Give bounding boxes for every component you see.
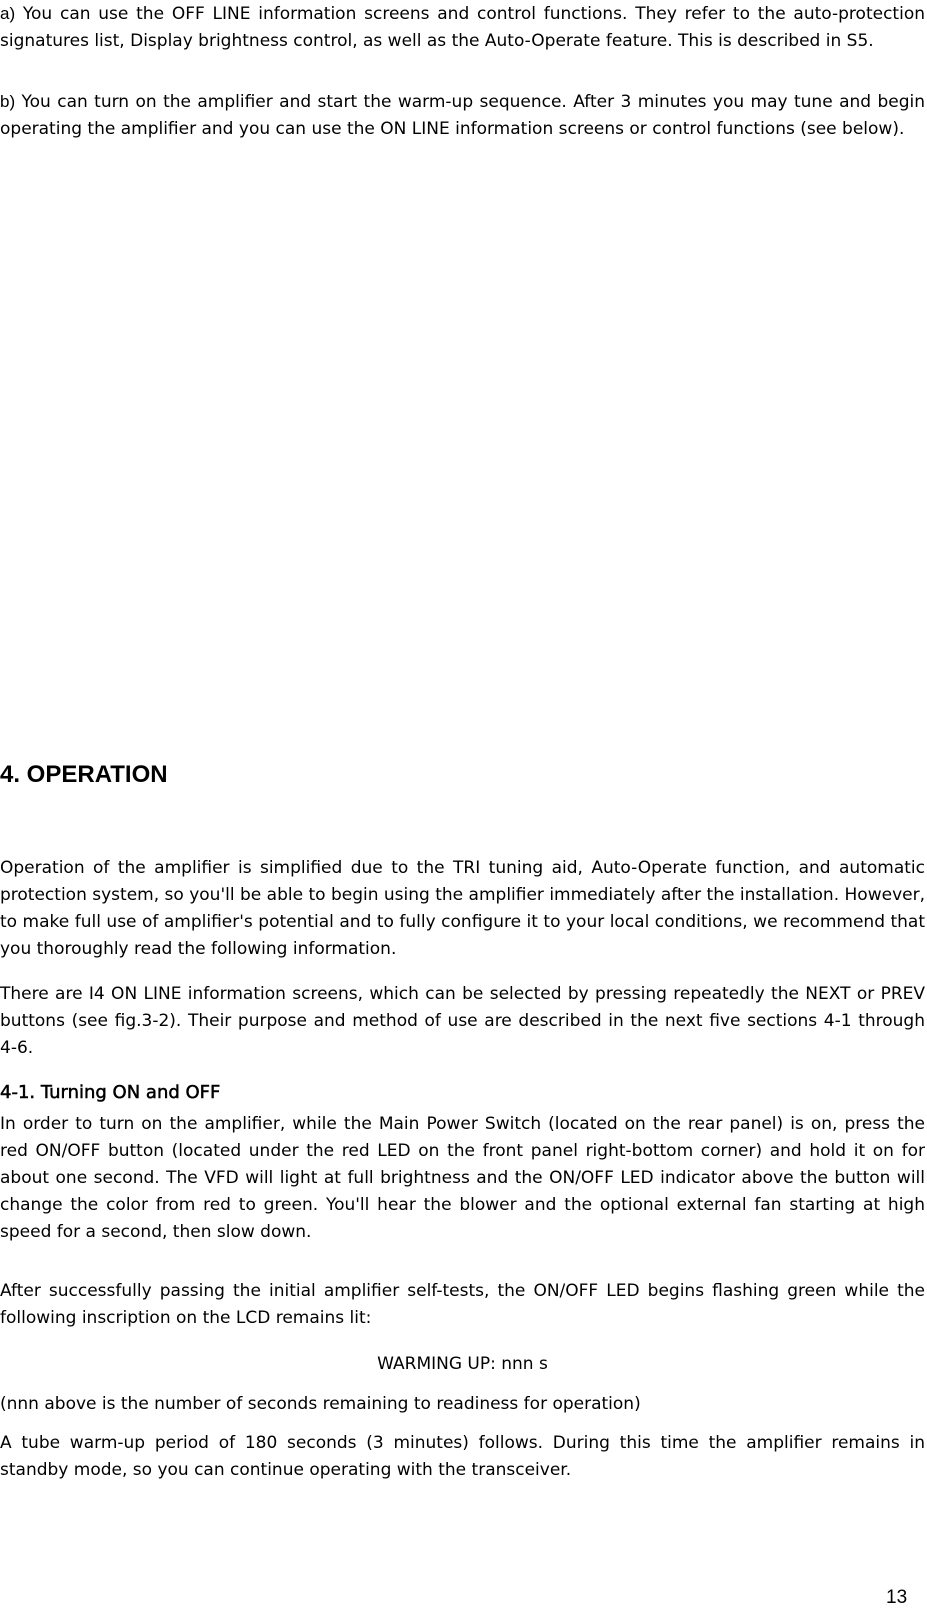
nnn-note: (nnn above is the number of seconds remaining to readiness for operation) xyxy=(0,1394,641,1414)
warmup-paragraph: A tube warm-up period of 180 seconds (3 minutes) follows. During this time the amplifier remains in standby mode, so you can continue operating with the transceiver. xyxy=(0,1433,925,1480)
item-b-text: You can turn on the amplifier and start the warm-up sequence. After 3 minutes you may tune and begin operating the amplifier and you can use the ON LINE information screens or control functions (see below). xyxy=(0,92,925,139)
subsection-title: 4-1. Turning ON and OFF xyxy=(0,1082,221,1103)
item-b-paragraph xyxy=(0,88,925,143)
self-test-paragraph: After successfully passing the initial amplifier self-tests, the ON/OFF LED begins flashing green while the following inscription on the LCD remains lit: xyxy=(0,1281,925,1328)
turn-on-paragraph: In order to turn on the amplifier, while the Main Power Switch (located on the rear panel) is on, press the red ON/OFF button (located under the red LED on the front panel right-bottom corner) and hold it on for about one second. The VFD will light at full brightness and the ON/OFF LED indicator above the button will change the color from red to green. You'll hear the blower and the optional external fan starting at high speed for a second, then slow down. xyxy=(0,1114,925,1242)
info-screens-paragraph: There are I4 ON LINE information screens, which can be selected by pressing repeatedly the NEXT or PREV buttons (see fig.3-2). Their purpose and method of use are described in the next five sections 4-1 through 4-6. xyxy=(0,984,925,1058)
section-title: 4. OPERATION xyxy=(0,761,168,788)
item-a-text: You can use the OFF LINE information screens and control functions. They refer to the auto-protection signatures list, Display brightness control, as well as the Auto-Operate feature. This is described in S5. xyxy=(0,4,925,51)
item-b-marker: b) xyxy=(0,92,16,111)
lcd-inscription: WARMING UP: nnn s xyxy=(377,1354,548,1374)
page-number: 13 xyxy=(886,1587,908,1608)
item-a-paragraph xyxy=(0,0,925,55)
operation-intro-paragraph: Operation of the amplifier is simplified due to the TRI tuning aid, Auto-Operate function, and automatic protection system, so you'll be able to begin using the amplifier immediately after the installation. However, to make full use of amplifier's potential and to fully configure it to your local conditions, we recommend that you thoroughly read the following information. xyxy=(0,858,925,959)
item-a-marker: a) xyxy=(0,4,16,23)
